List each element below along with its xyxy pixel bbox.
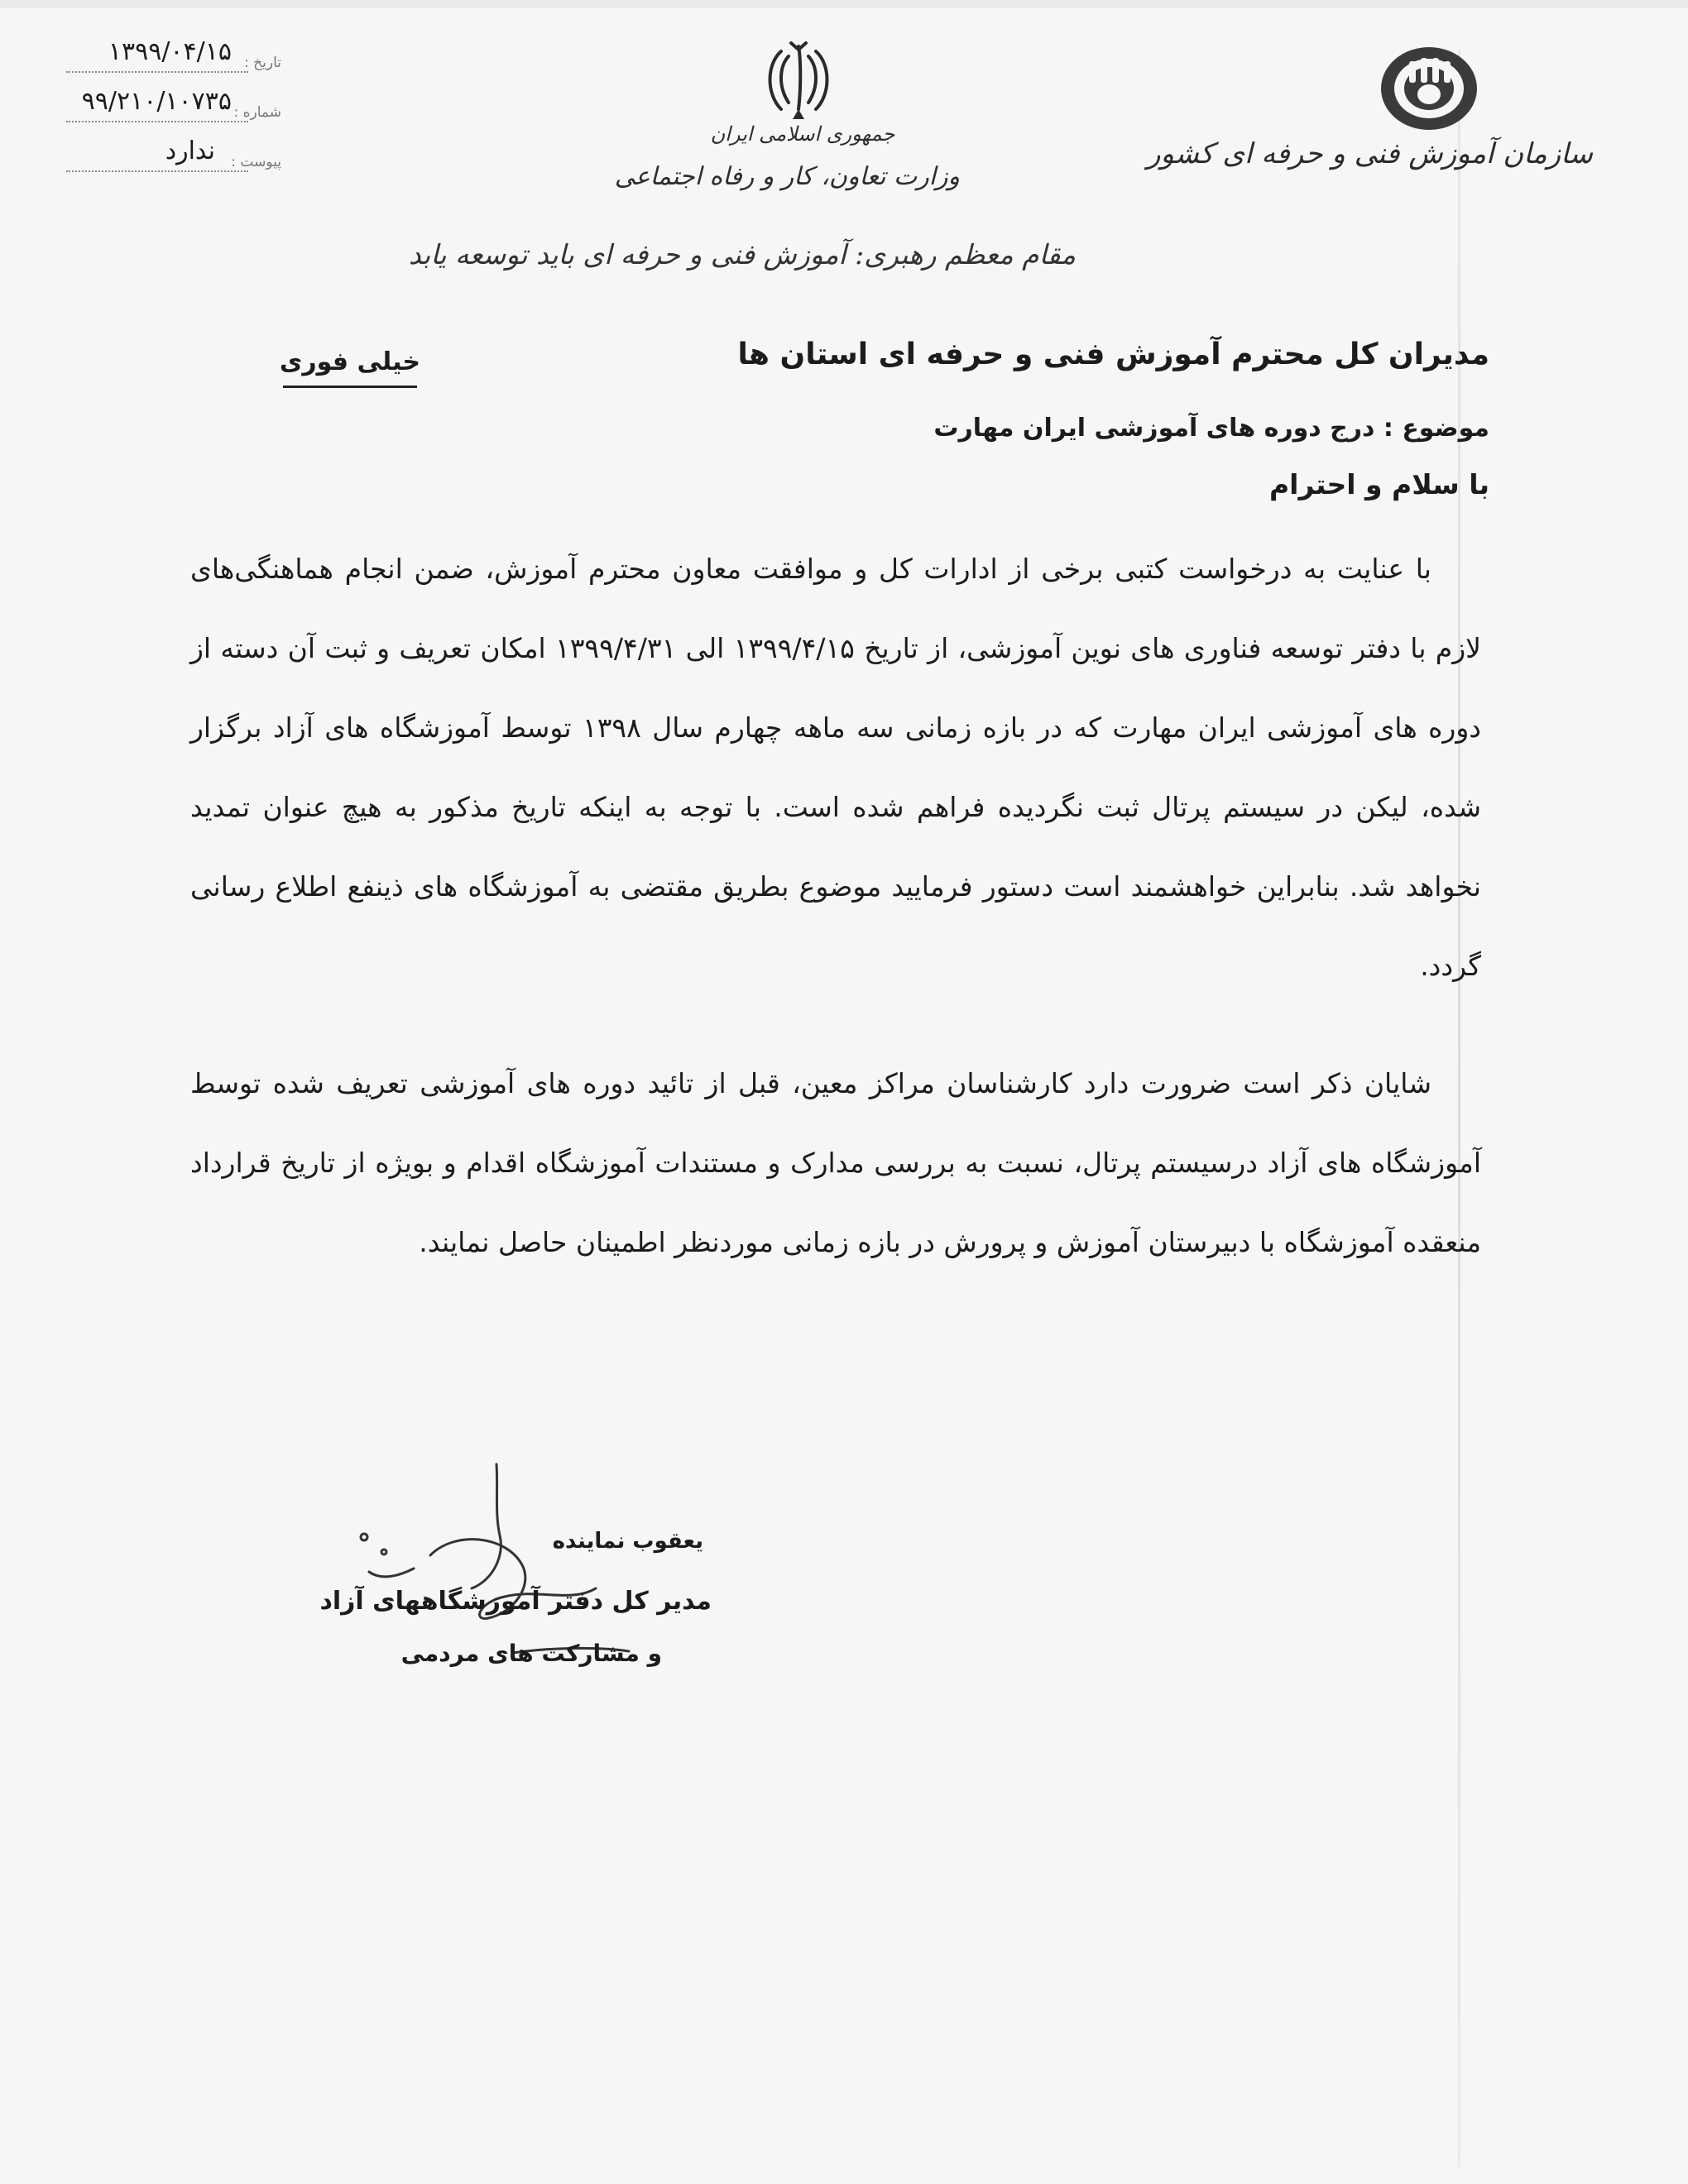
number-value: ۹۹/۲۱۰/۱۰۷۳۵ xyxy=(81,87,232,116)
body-paragraph-2: شایان ذکر است ضرورت دارد کارشناسان مراکز معین، قبل از تائید دوره های آموزشی تعریف شده توسط آموزشگاه های آزاد درسیستم پرتال، نسبت به بررسی مدارک و مستندات آموزشگاه اقدام و بویژه از تاریخ قرارداد منعقده آموزشگاه با دبیرستان آموزش و پرورش در بازه زمانی موردنظر اطمینان حاصل نمایند. xyxy=(190,1067,1481,1258)
signatory-title-line-2: و مشارکت های مردمی xyxy=(400,1640,662,1667)
ministry-heading: وزارت تعاون، کار و رفاه اجتماعی xyxy=(614,162,960,191)
attachment-value: ندارد xyxy=(165,136,215,165)
addressee: مدیران کل محترم آموزش فنی و حرفه ای استان ها xyxy=(737,338,1489,371)
attachment-dotted-line xyxy=(66,170,248,172)
date-label: تاریخ : xyxy=(244,55,281,71)
number-dotted-line xyxy=(66,121,248,122)
date-value: ۱۳۹۹/۰۴/۱۵ xyxy=(108,37,232,66)
meta-number-row xyxy=(33,83,281,124)
signatory-name: یعقوب نماینده xyxy=(552,1529,703,1554)
date-dotted-line xyxy=(66,71,248,73)
scan-edge xyxy=(0,0,1688,8)
iran-emblem-icon xyxy=(761,40,836,122)
body-paragraph-1: با عنایت به درخواست کتبی برخی از ادارات کل و موافقت معاون محترم آموزش، ضمن انجام هماهنگی‌های لازم با دفتر توسعه فناوری های نوین آموزشی، از تاریخ ۱۳۹۹/۴/۱۵ الی ۱۳۹۹/۴/۳۱ امکان تعریف و ثبت آن دسته از دوره های آموزشی ایران مهارت که در بازه زمانی سه ماهه چهارم سال ۱۳۹۸ توسط آموزشگاه های آزاد برگزار شده، لیکن در سیستم پرتال ثبت نگردیده فراهم شده است. با توجه به اینکه تاریخ مذکور به هیچ عنوان تمدید نخواهد شد. بنابراین خواهشمند است دستور فرمایید موضوع بطریق مقتضی به آموزشگاه های ذینفع اطلاع رسانی گردد. xyxy=(190,553,1481,982)
meta-attachment-row xyxy=(33,132,281,174)
organization-logo-icon xyxy=(1378,43,1480,134)
letter-meta xyxy=(50,33,281,190)
signatory-title: مدیر کل دفتر آموزشگاههای آزاد xyxy=(319,1587,712,1616)
urgency-label: خیلی فوری xyxy=(279,347,420,376)
meta-date-row xyxy=(33,33,281,74)
organization-name: سازمان آموزش فنی و حرفه ای کشور xyxy=(1147,137,1593,170)
leader-motto: مقام معظم رهبری: آموزش فنی و حرفه ای باید توسعه یابد xyxy=(408,238,1076,271)
urgency-underline xyxy=(283,386,417,388)
subject-line: موضوع : درج دوره های آموزشی ایران مهارت xyxy=(933,414,1489,443)
republic-heading: جمهوری اسلامی ایران xyxy=(710,122,895,146)
handwritten-signature xyxy=(319,1456,712,1671)
greeting: با سلام و احترام xyxy=(1268,468,1489,500)
attachment-label: پیوست : xyxy=(231,154,281,170)
number-label: شماره : xyxy=(233,104,281,121)
